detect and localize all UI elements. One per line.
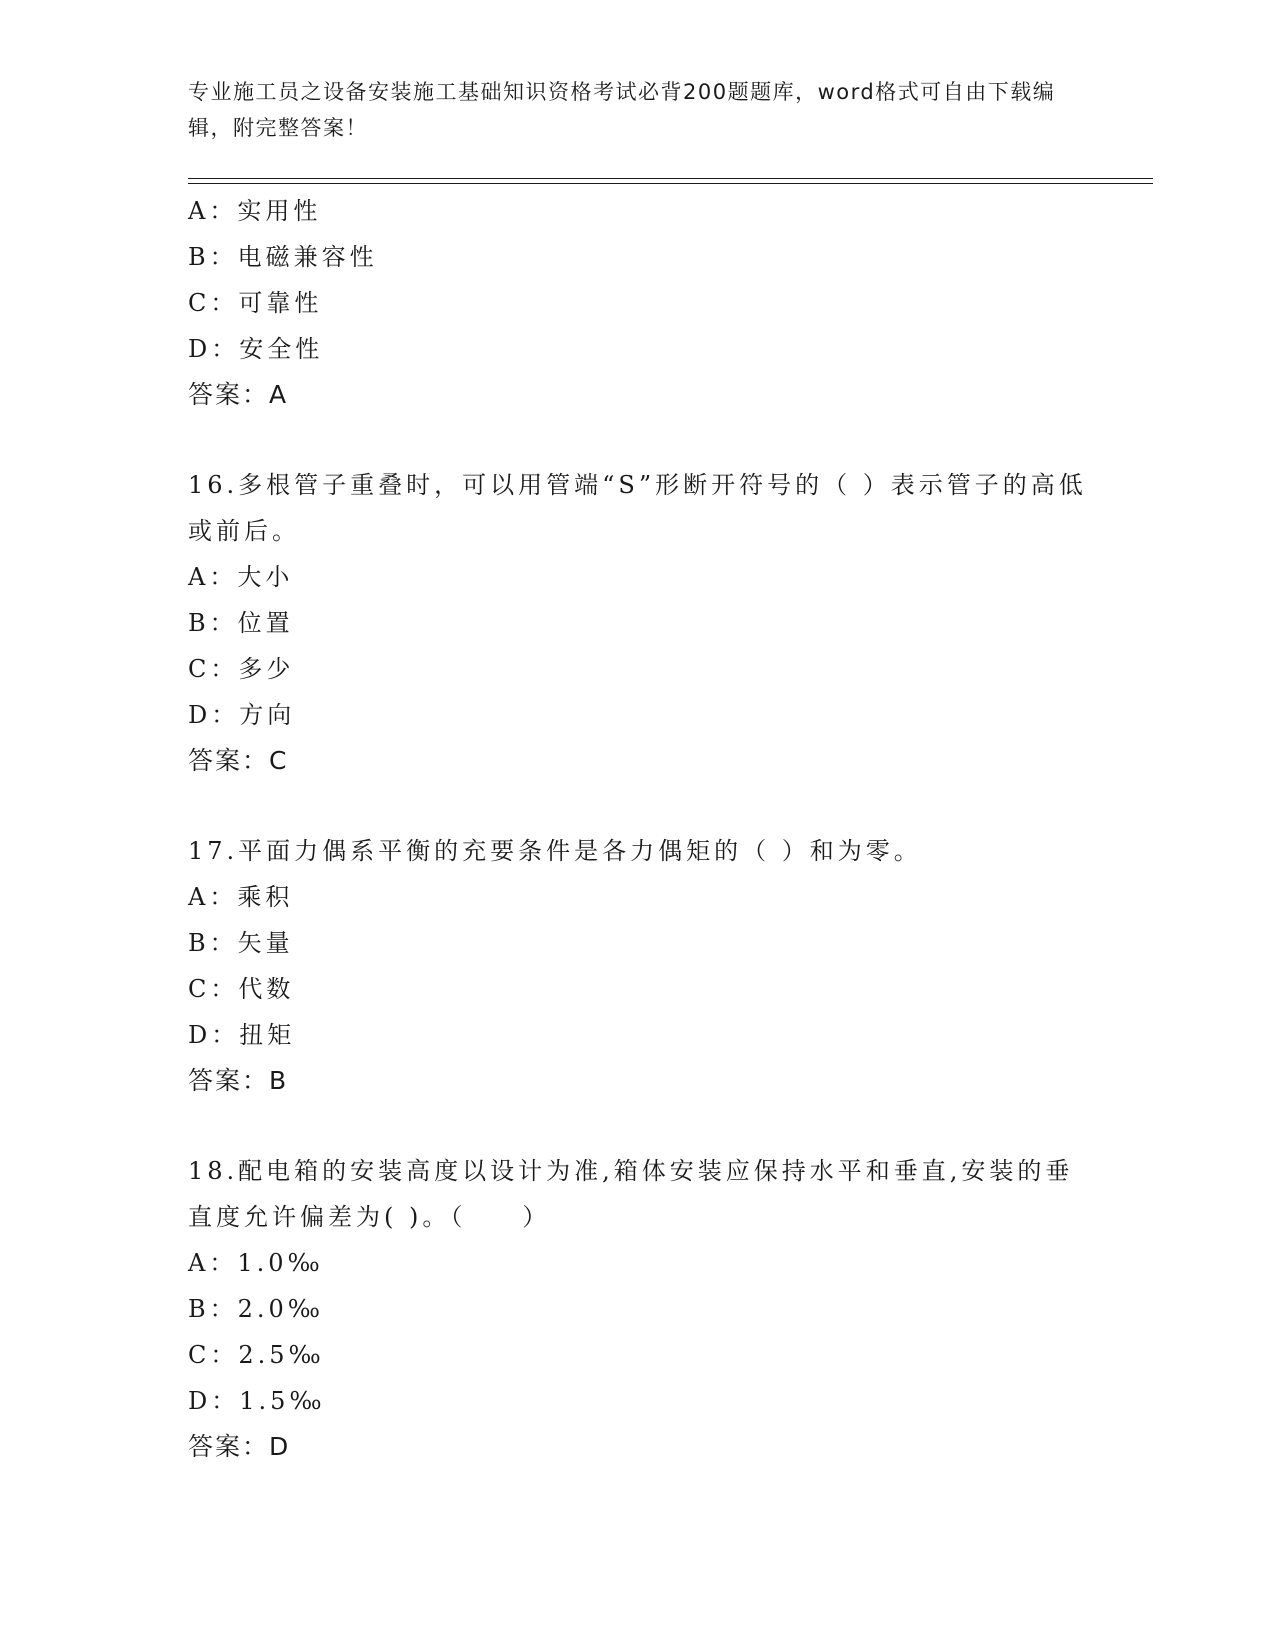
option-d: D：1.5‰ (188, 1387, 326, 1415)
question-17-block (188, 828, 1088, 1104)
option-a: A：大小 (188, 563, 294, 591)
question-16-block (188, 462, 1088, 784)
option-b: B：矢量 (188, 929, 294, 957)
answer-line: 答案：B (188, 1066, 289, 1095)
option-b: B：电磁兼容性 (188, 243, 378, 271)
option-d: D：安全性 (188, 335, 324, 363)
header-rule-bottom (188, 183, 1153, 184)
option-d: D：扭矩 (188, 1021, 296, 1049)
option-a: A：乘积 (188, 883, 294, 911)
option-c: C：代数 (188, 975, 295, 1003)
option-c: C：2.5‰ (188, 1341, 325, 1369)
answer-line: 答案：C (188, 746, 289, 775)
option-b: B：位置 (188, 609, 294, 637)
option-c: C：可靠性 (188, 289, 323, 317)
question-text: 18.配电箱的安装高度以设计为准,箱体安装应保持水平和垂直,安装的垂直度允许偏差为( )。（ ） (188, 1157, 1074, 1231)
option-d: D：方向 (188, 701, 296, 729)
document-header: 专业施工员之设备安装施工基础知识资格考试必背200题题库，word格式可自由下载编辑，附完整答案！ (188, 80, 1056, 140)
question-content (188, 188, 1088, 1470)
answer-line: 答案：A (188, 380, 289, 409)
answer-line: 答案：D (188, 1432, 291, 1461)
option-b: B：2.0‰ (188, 1295, 325, 1323)
option-a: A：1.0‰ (188, 1249, 324, 1277)
question-text: 16.多根管子重叠时，可以用管端“S”形断开符号的（ ）表示管子的高低或前后。 (188, 471, 1087, 545)
prev-question-block (188, 188, 1088, 418)
header-rule-top (188, 178, 1153, 179)
option-a: A：实用性 (188, 197, 322, 225)
option-c: C：多少 (188, 655, 295, 683)
question-18-block (188, 1148, 1088, 1470)
question-text: 17.平面力偶系平衡的充要条件是各力偶矩的（ ）和为零。 (188, 837, 922, 865)
